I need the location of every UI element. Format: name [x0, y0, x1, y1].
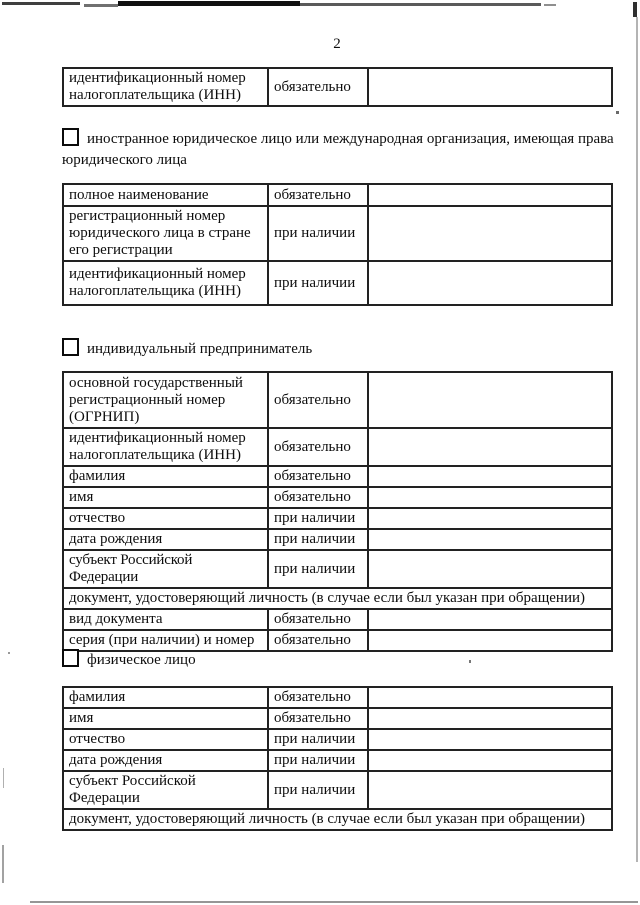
scan-artifact-top-line — [300, 3, 541, 6]
individual-entrepreneur-heading-label: индивидуальный предприниматель — [87, 341, 313, 357]
requirement-cell: обязательно — [268, 184, 368, 206]
requirement-cell: при наличии — [268, 508, 368, 529]
requirement-cell: обязательно — [268, 687, 368, 708]
value-cell — [368, 487, 612, 508]
field-label-cell: имя — [63, 708, 268, 729]
natural-person-section-heading — [62, 649, 622, 671]
field-label-cell: имя — [63, 487, 268, 508]
table-row — [63, 529, 612, 550]
identity-doc-note-cell: документ, удостоверяющий личность (в случае если был указан при обращении) — [63, 809, 612, 830]
individual-entrepreneur-section-heading — [62, 338, 622, 360]
field-label-cell: дата рождения — [63, 529, 268, 550]
scan-artifact-right-edge — [633, 2, 637, 17]
table-row — [63, 609, 612, 630]
natural-person-table — [62, 686, 613, 831]
field-label-cell: идентификационный номер налогоплательщика (ИНН) — [63, 428, 268, 466]
table-row — [63, 708, 612, 729]
value-cell — [368, 687, 612, 708]
table-row — [63, 750, 612, 771]
requirement-cell: обязательно — [268, 487, 368, 508]
scan-artifact-top-line — [118, 1, 300, 6]
table-row — [63, 466, 612, 487]
field-label-cell: субъект Российской Федерации — [63, 550, 268, 588]
requirement-cell: при наличии — [268, 529, 368, 550]
requirement-cell: обязательно — [268, 708, 368, 729]
table-row — [63, 487, 612, 508]
scan-artifact-top-line — [84, 4, 118, 7]
identity-doc-note-row — [63, 809, 612, 830]
value-cell — [368, 630, 612, 651]
scan-artifact-dot — [616, 111, 619, 114]
table-row — [63, 508, 612, 529]
table-row — [63, 372, 612, 428]
identity-doc-note-cell: документ, удостоверяющий личность (в случае если был указан при обращении) — [63, 588, 612, 609]
natural-person-heading-label: физическое лицо — [87, 652, 196, 668]
value-cell — [368, 708, 612, 729]
value-cell — [368, 206, 612, 261]
scan-artifact-dot — [8, 652, 10, 654]
requirement-cell: обязательно — [268, 630, 368, 651]
value-cell — [368, 261, 612, 305]
value-cell — [368, 529, 612, 550]
table-row — [63, 771, 612, 809]
requirement-cell: при наличии — [268, 750, 368, 771]
table-row — [63, 630, 612, 651]
individual-entrepreneur-table — [62, 371, 613, 652]
field-label-cell: идентификационный номер налогоплательщика (ИНН) — [63, 261, 268, 305]
requirement-cell: при наличии — [268, 206, 368, 261]
value-cell — [368, 466, 612, 487]
field-label-cell: идентификационный номер налогоплательщика (ИНН) — [63, 68, 268, 106]
scan-artifact-bottom-edge — [30, 901, 638, 903]
value-cell — [368, 508, 612, 529]
value-cell — [368, 372, 612, 428]
field-label-cell: субъект Российской Федерации — [63, 771, 268, 809]
requirement-cell: при наличии — [268, 729, 368, 750]
foreign-entity-section-heading — [62, 128, 622, 171]
foreign-entity-checkbox[interactable] — [62, 128, 79, 146]
scan-artifact-left-edge — [3, 768, 4, 788]
value-cell — [368, 729, 612, 750]
table-row — [63, 184, 612, 206]
requirement-cell: обязательно — [268, 428, 368, 466]
field-label-cell: вид документа — [63, 609, 268, 630]
requirement-cell: обязательно — [268, 609, 368, 630]
scan-artifact-top-line — [544, 4, 556, 6]
scan-artifact-left-edge — [2, 845, 4, 883]
requirement-cell: обязательно — [268, 372, 368, 428]
value-cell — [368, 184, 612, 206]
foreign-entity-table — [62, 183, 613, 306]
requirement-cell: обязательно — [268, 466, 368, 487]
table-row — [63, 206, 612, 261]
field-label-cell: дата рождения — [63, 750, 268, 771]
table-row — [63, 261, 612, 305]
scan-artifact-right-edge — [636, 17, 638, 862]
table-row — [63, 550, 612, 588]
field-label-cell: серия (при наличии) и номер — [63, 630, 268, 651]
field-label-cell: полное наименование — [63, 184, 268, 206]
value-cell — [368, 750, 612, 771]
table-row — [63, 68, 612, 106]
value-cell — [368, 609, 612, 630]
field-label-cell: фамилия — [63, 687, 268, 708]
requirement-cell: при наличии — [268, 261, 368, 305]
page-number: 2 — [333, 36, 341, 52]
field-label-cell: основной государственный регистрационный номер (ОГРНИП) — [63, 372, 268, 428]
table-row — [63, 428, 612, 466]
value-cell — [368, 550, 612, 588]
value-cell — [368, 428, 612, 466]
foreign-entity-heading-label: иностранное юридическое лицо или международная организация, имеющая права юридического лица — [62, 131, 614, 168]
requirement-cell: обязательно — [268, 68, 368, 106]
field-label-cell: отчество — [63, 729, 268, 750]
field-label-cell: фамилия — [63, 466, 268, 487]
individual-entrepreneur-checkbox[interactable] — [62, 338, 79, 356]
inn-continuation-table — [62, 67, 613, 107]
field-label-cell: регистрационный номер юридического лица в стране его регистрации — [63, 206, 268, 261]
value-cell — [368, 771, 612, 809]
natural-person-checkbox[interactable] — [62, 649, 79, 667]
table-row — [63, 687, 612, 708]
requirement-cell: при наличии — [268, 550, 368, 588]
field-label-cell: отчество — [63, 508, 268, 529]
value-cell — [368, 68, 612, 106]
scan-artifact-top-line — [2, 2, 80, 5]
identity-doc-note-row — [63, 588, 612, 609]
table-row — [63, 729, 612, 750]
requirement-cell: при наличии — [268, 771, 368, 809]
